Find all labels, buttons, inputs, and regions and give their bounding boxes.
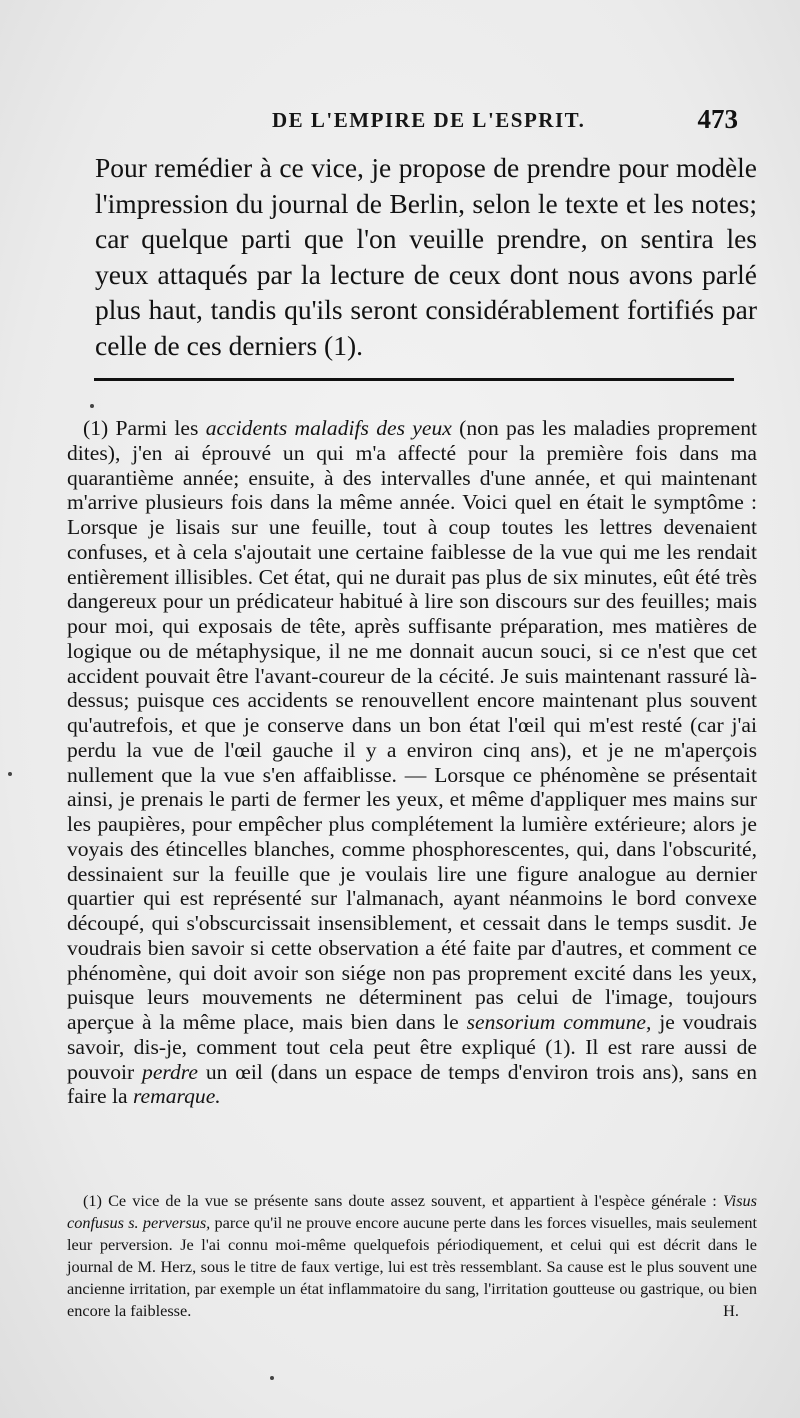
main-paragraph	[95, 150, 757, 363]
footnote-italic-2: sensorium commune,	[466, 1010, 652, 1034]
running-title: DE L'EMPIRE DE L'ESPRIT.	[272, 108, 586, 132]
print-speck	[90, 404, 94, 408]
page-number: 473	[697, 104, 738, 134]
footnote-part-1: (non pas les maladies proprement dites), j'en ai éprouvé un qui m'a affecté pour la première fois dans ma quarantième année; ensuite, à des intervalles d'une année, et qui maintenant m'arrive plusieurs fois dans la même année. Voici quel en était le symptôme : Lorsque je lisais sur une feuille, tout à coup toutes les lettres devenaient confuses, et à cela s'ajoutait une certaine faiblesse de la vue qui me les rendait entièrement illisibles. Cet état, qui ne durait pas plus de six minutes, eût été très dangereux pour un prédicateur habitué à lire son discours sur des feuilles; mais pour moi, qui exposais de tête, après suffisante préparation, mes matières de logique ou de métaphysique, il ne me donnait aucun souci, si ce n'est que cet accident pouvait être l'avant-coureur de la cécité. Je suis maintenant rassuré là-dessus; puisque ces accidents se renouvellent encore maintenant plus souvent qu'autrefois, et que je conserve dans un bon état l'œil qui m'est resté (car j'ai perdu la vue de l'œil gauche il y a environ cinq ans), et je ne m'aperçois nullement que la vue s'en affaiblisse. — Lorsque ce phénomène se présentait ainsi, je prenais le parti de fermer les yeux, et même d'appliquer mes mains sur les paupières, pour empêcher plus complétement la lumière extérieure; alors je voyais des étincelles blanches, comme phosphorescentes, qui, dans l'obscurité, dessinaient sur la feuille que je voulais lire une figure analogue au dernier quartier qui est représenté sur l'almanach, ayant néanmoins le bord convexe découpé, qui s'obscurcissait insensiblement, et cessait dans le temps susdit. Je voudrais bien savoir si cette observation a été faite par d'autres, et comment ce phénomène, qui doit avoir son siége non pas proprement excité dans les yeux, puisque leurs mouvements ne déterminent pas celui de l'image, toujours aperçue à la même place, mais bien dans le	[67, 416, 758, 1034]
footnote-italic-4: remarque.	[132, 1084, 221, 1109]
footnote-marker: (1)	[83, 416, 109, 440]
footnote	[67, 416, 757, 1109]
sub-footnote-signature: H.	[723, 1301, 739, 1320]
footnote-italic-1: accidents maladifs des yeux	[205, 416, 452, 440]
sub-footnote-part-1: (1) Ce vice de la vue se présente sans doute assez souvent, et appartient à l'espèce générale :	[83, 1191, 717, 1210]
print-speck	[8, 772, 12, 776]
footnote-part-3: un œil (dans un espace de temps d'environ trois ans), sans en faire la	[67, 1059, 758, 1109]
page-header	[86, 104, 746, 140]
footnote-separator-rule	[94, 378, 734, 381]
footnote-italic-3: perdre	[142, 1059, 198, 1084]
main-paragraph-text: Pour remédier à ce vice, je propose de prendre pour modèle l'impression du journal de Berlin, selon le texte et les notes; car quelque parti que l'on veuille prendre, on sentira les yeux attaqués par la lecture de ceux dont nous avons parlé plus haut, tandis qu'ils seront considérablement fortifiés par celle de ces derniers (1).	[95, 152, 757, 361]
footnote-part-2: je voudrais savoir, dis-je, comment tout cela peut être expliqué (1). Il est rare aussi de pouvoir	[67, 1010, 757, 1084]
print-speck	[270, 1376, 274, 1380]
sub-footnote-italic-1: Visus confusus s. perversus,	[67, 1191, 758, 1232]
footnote-lead: Parmi les	[115, 416, 199, 440]
sub-footnote	[67, 1190, 757, 1322]
sub-footnote-part-2: parce qu'il ne prouve encore aucune perte dans les forces visuelles, mais seulement leur perversion. Je l'ai connu moi-même quelquefois périodiquement, et celui qui est décrit dans le journal de M. Herz, sous le titre de faux vertige, lui est très ressemblant. Sa cause est le plus souvent une ancienne irritation, par exemple un état inflammatoire du sang, l'irritation goutteuse ou gastrique, ou bien encore la faiblesse.	[67, 1213, 757, 1320]
